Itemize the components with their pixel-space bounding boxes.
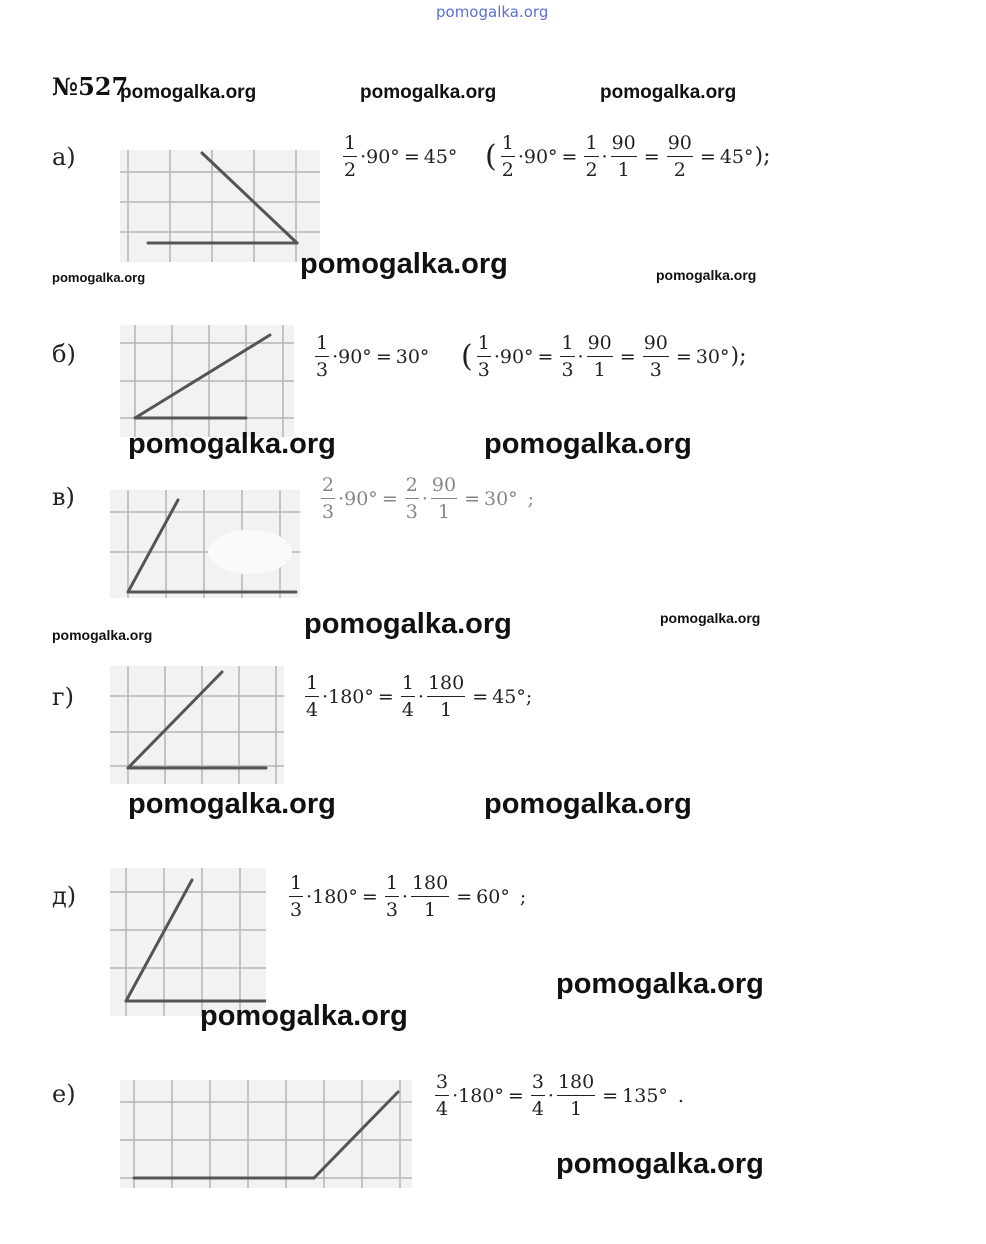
part-label-b: б) bbox=[52, 340, 76, 368]
numerator: 90 bbox=[587, 330, 613, 357]
formula-b-long bbox=[460, 330, 748, 383]
fraction bbox=[584, 130, 598, 183]
denominator: 3 bbox=[385, 899, 398, 921]
formula-a-long bbox=[484, 130, 772, 183]
fraction bbox=[477, 330, 491, 383]
end-punct: ; bbox=[519, 885, 527, 908]
denominator: 4 bbox=[306, 699, 319, 721]
denominator: 2 bbox=[501, 159, 514, 181]
dot-operator: · bbox=[421, 487, 428, 510]
result: 135° bbox=[622, 1084, 668, 1107]
fraction bbox=[435, 1069, 449, 1122]
numerator: 1 bbox=[315, 330, 329, 357]
numerator: 180 bbox=[427, 670, 465, 697]
top-watermark[interactable]: pomogalka.org bbox=[436, 3, 549, 21]
dot-operator: · bbox=[601, 145, 608, 168]
end-punct: ; bbox=[527, 487, 535, 510]
formula-d bbox=[286, 870, 526, 923]
equals-sign: = bbox=[472, 685, 489, 708]
problem-number: №527 bbox=[52, 72, 129, 101]
equals-sign: = bbox=[699, 145, 716, 168]
watermark: pomogalka.org bbox=[556, 1148, 764, 1180]
dot-operator: · bbox=[401, 885, 408, 908]
watermark: pomogalka.org bbox=[556, 968, 764, 1000]
denominator: 3 bbox=[316, 359, 329, 381]
result: 45° bbox=[719, 145, 754, 168]
watermark: pomogalka.org bbox=[120, 82, 257, 103]
fraction bbox=[501, 130, 515, 183]
equals-sign: = bbox=[619, 345, 636, 368]
numerator: 2 bbox=[405, 472, 419, 499]
multiplier: ·180° bbox=[322, 685, 374, 708]
denominator: 4 bbox=[531, 1098, 544, 1120]
dot-operator: · bbox=[417, 685, 424, 708]
fraction bbox=[643, 330, 669, 383]
numerator: 180 bbox=[557, 1069, 595, 1096]
fraction bbox=[385, 870, 399, 923]
equals-sign: = bbox=[464, 487, 480, 510]
multiplier: ·180° bbox=[306, 885, 358, 908]
equals-sign: = bbox=[602, 1084, 619, 1107]
open-paren: ( bbox=[485, 138, 497, 174]
denominator: 1 bbox=[593, 359, 606, 381]
denominator: 3 bbox=[405, 501, 418, 523]
numerator: 1 bbox=[385, 870, 399, 897]
angle-drawing-v bbox=[110, 490, 300, 598]
result: 45° bbox=[423, 145, 458, 168]
equals-sign: = bbox=[643, 145, 660, 168]
numerator: 1 bbox=[560, 330, 574, 357]
angle-drawing-d bbox=[110, 868, 266, 1016]
fraction bbox=[587, 330, 613, 383]
end-punct: . bbox=[677, 1084, 684, 1107]
fraction bbox=[321, 472, 335, 525]
equals-sign: = bbox=[456, 885, 473, 908]
close-paren: ); bbox=[730, 343, 747, 369]
denominator: 1 bbox=[570, 1098, 583, 1120]
equals-sign: = bbox=[375, 345, 392, 368]
denominator: 3 bbox=[290, 899, 303, 921]
watermark: pomogalka.org bbox=[660, 610, 761, 626]
part-label-v: в) bbox=[52, 483, 75, 511]
numerator: 90 bbox=[611, 130, 637, 157]
equals-sign: = bbox=[403, 145, 420, 168]
denominator: 3 bbox=[649, 359, 662, 381]
multiplier: ·180° bbox=[452, 1084, 504, 1107]
fraction bbox=[557, 1069, 595, 1122]
watermark: pomogalka.org bbox=[600, 82, 737, 103]
watermark: pomogalka.org bbox=[200, 1000, 408, 1032]
equals-sign: = bbox=[507, 1084, 524, 1107]
numerator: 3 bbox=[531, 1069, 545, 1096]
result: 45° bbox=[492, 685, 526, 708]
numerator: 180 bbox=[411, 870, 449, 897]
part-label-e: е) bbox=[52, 1080, 76, 1108]
denominator: 4 bbox=[436, 1098, 449, 1120]
equals-sign: = bbox=[361, 885, 378, 908]
denominator: 2 bbox=[585, 159, 598, 181]
denominator: 1 bbox=[424, 899, 437, 921]
numerator: 90 bbox=[643, 330, 669, 357]
multiplier: ·90° bbox=[338, 487, 378, 510]
multiplier: ·90° bbox=[332, 345, 372, 368]
equals-sign: = bbox=[381, 487, 398, 510]
watermark: pomogalka.org bbox=[52, 627, 153, 643]
multiplier: ·90° bbox=[360, 145, 400, 168]
numerator: 2 bbox=[321, 472, 335, 499]
dot-operator: · bbox=[547, 1084, 554, 1107]
angle-drawing-g bbox=[110, 666, 284, 784]
denominator: 2 bbox=[673, 159, 686, 181]
numerator: 1 bbox=[584, 130, 598, 157]
numerator: 1 bbox=[343, 130, 357, 157]
fraction bbox=[305, 670, 319, 723]
fraction bbox=[405, 472, 419, 525]
close-paren: ); bbox=[754, 143, 771, 169]
fraction bbox=[411, 870, 449, 923]
fraction bbox=[289, 870, 303, 923]
fraction bbox=[611, 130, 637, 183]
end-punct: ; bbox=[525, 685, 533, 708]
watermark: pomogalka.org bbox=[52, 270, 146, 285]
watermark: pomogalka.org bbox=[484, 788, 692, 820]
numerator: 1 bbox=[501, 130, 515, 157]
part-label-d: д) bbox=[52, 882, 77, 910]
denominator: 1 bbox=[617, 159, 630, 181]
equals-sign: = bbox=[377, 685, 394, 708]
part-label-g: г) bbox=[52, 683, 74, 711]
fraction bbox=[401, 670, 415, 723]
formula-g bbox=[302, 670, 532, 723]
denominator: 3 bbox=[322, 501, 335, 523]
dot-operator: · bbox=[577, 345, 584, 368]
angle-drawing-e bbox=[120, 1080, 412, 1188]
watermark: pomogalka.org bbox=[600, 1216, 694, 1231]
angle-drawing-a bbox=[120, 150, 320, 262]
denominator: 2 bbox=[344, 159, 357, 181]
result: 30° bbox=[395, 345, 430, 368]
equals-sign: = bbox=[561, 145, 578, 168]
formula-e bbox=[432, 1069, 684, 1122]
fraction bbox=[560, 330, 574, 383]
formula-v bbox=[318, 472, 534, 525]
fraction bbox=[343, 130, 357, 183]
fraction bbox=[667, 130, 693, 183]
multiplier: ·90° bbox=[517, 145, 558, 168]
numerator: 1 bbox=[305, 670, 319, 697]
equals-sign: = bbox=[675, 345, 692, 368]
fraction bbox=[531, 1069, 545, 1122]
formula-a-short bbox=[340, 130, 457, 183]
watermark: pomogalka.org bbox=[484, 428, 692, 460]
watermark: pomogalka.org bbox=[304, 608, 512, 640]
fraction bbox=[427, 670, 465, 723]
fraction bbox=[315, 330, 329, 383]
result: 30° bbox=[483, 487, 518, 510]
equals-sign: = bbox=[537, 345, 554, 368]
result: 30° bbox=[695, 345, 730, 368]
fraction bbox=[431, 472, 457, 525]
watermark: pomogalka.org bbox=[128, 428, 336, 460]
denominator: 3 bbox=[477, 359, 490, 381]
numerator: 1 bbox=[289, 870, 303, 897]
watermark: pomogalka.org bbox=[300, 248, 508, 280]
result: 60° bbox=[476, 885, 510, 908]
watermark: pomogalka.org bbox=[656, 267, 757, 283]
numerator: 90 bbox=[431, 472, 457, 499]
denominator: 4 bbox=[401, 699, 414, 721]
watermark: pomogalka.org bbox=[360, 82, 497, 103]
angle-drawing-b bbox=[120, 325, 294, 437]
watermark: pomogalka.org bbox=[128, 788, 336, 820]
denominator: 3 bbox=[561, 359, 574, 381]
open-paren: ( bbox=[461, 338, 473, 374]
part-label-a: а) bbox=[52, 143, 76, 171]
numerator: 90 bbox=[667, 130, 693, 157]
formula-b-short bbox=[312, 330, 429, 383]
multiplier: ·90° bbox=[493, 345, 534, 368]
numerator: 1 bbox=[477, 330, 491, 357]
denominator: 1 bbox=[437, 501, 451, 523]
denominator: 1 bbox=[440, 699, 453, 721]
numerator: 1 bbox=[401, 670, 415, 697]
numerator: 3 bbox=[435, 1069, 449, 1096]
